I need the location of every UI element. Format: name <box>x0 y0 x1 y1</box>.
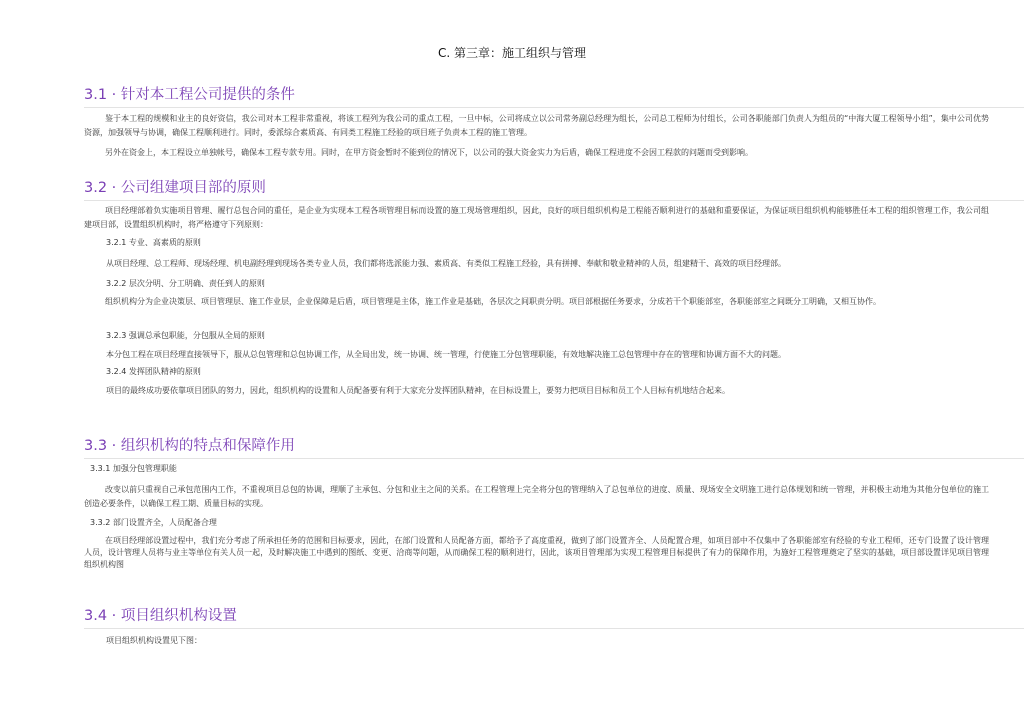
subheading-3-2-2: 3.2.2 层次分明、分工明确、责任到人的原则 <box>106 279 265 288</box>
text-3-2-1: 从项目经理、总工程师、现场经理、机电副经理到现场各类专业人员，我们都将选派能力强、素质高、有类似工程施工经验，具有拼搏、奉献和敬业精神的人员，组建精干、高效的项目经理部。 <box>106 259 786 268</box>
text-3-2-4: 项目的最终成功要依靠项目团队的努力，因此，组织机构的设置和人员配备要有利于大家充分发挥团队精神，在目标设置上，要努力把项目目标和员工个人目标有机地结合起来。 <box>106 386 730 395</box>
paragraph-3-2-intro: 项目经理部着负实施项目管理、履行总包合同的重任，是企业为实现本工程各项管理目标而设置的施工现场管理组织，因此，良好的项目组织机构是工程能否顺利进行的基础和重要保证，为保证项目组织机构能够胜任本工程的组织管理工作，我公司组建项目部，设置组织机构时，将严格遵守下列原则： <box>84 206 989 229</box>
section-heading-3-1: 3.1 · 针对本工程公司提供的条件 <box>84 83 984 108</box>
subheading-3-2-1: 3.2.1 专业、高素质的原则 <box>106 238 201 247</box>
paragraph-3-1-a: 鉴于本工程的规模和业主的良好资信，我公司对本工程非常重视，将该工程列为我公司的重点工程，一旦中标，公司将成立以公司常务副总经理为组长，公司总工程师为付组长，公司各职能部门负责人为组员的“中海大厦工程领导小组”，集中公司优势资源，加强领导与协调，确保工程顺利进行。同时，委派综合素质高、有同类工程施工经验的项目班子负责本工程的施工管理。 <box>84 114 989 137</box>
text-3-3-2: 在项目经理部设置过程中，我们充分考虑了所承担任务的范围和目标要求，因此，在部门设置和人员配备方面，都给予了高度重视，做到了部门设置齐全、人员配置合理，如项目部中不仅集中了各职能部室有经验的专业工程师，还专门设置了设计管理人员，设计管理人员将与业主等单位有关人员一起，及时解决施工中遇到的图纸、变更、洽商等问题，从而确保工程的顺利进行，因此，该项目管理部为实现工程管理目标提供了有力的保障作用，为施好工程管理奠定了坚实的基础，项目部设置详见项目管理组织机构图 <box>84 536 989 569</box>
page-title: C. 第三章：施工组织与管理 <box>437 46 586 60</box>
section-heading-3-3: 3.3 · 组织机构的特点和保障作用 <box>84 434 984 459</box>
text-3-3-1: 改变以前只重视自己承包范围内工作，不重视项目总包的协调，理顺了主承包、分包和业主之间的关系。在工程管理上完全将分包的管理纳入了总包单位的进度、质量、现场安全文明施工进行总体规划和统一管理，并积极主动地为其他分包单位的施工创造必要条件，以确保工程工期、质量目标的实现。 <box>84 485 989 508</box>
subheading-3-3-1: 3.3.1 加强分包管理职能 <box>90 464 177 473</box>
text-3-2-2: 组织机构分为企业决策层、项目管理层、施工作业层，企业保障是后盾，项目管理是主体，施工作业是基础，各层次之间职责分明。项目部根据任务要求，分成若干个职能部室，各职能部室之间既分工明确，又相互协作。 <box>105 297 881 306</box>
section-heading-3-4: 3.4 · 项目组织机构设置 <box>84 604 984 629</box>
subheading-3-3-2: 3.3.2 部门设置齐全，人员配备合理 <box>90 518 217 527</box>
section-heading-3-2: 3.2 · 公司组建项目部的原则 <box>84 176 984 201</box>
text-3-4: 项目组织机构设置见下图： <box>106 636 202 645</box>
paragraph-3-1-b: 另外在资金上，本工程设立单独帐号，确保本工程专款专用。同时，在甲方资金暂时不能到位的情况下，以公司的强大资金实力为后盾，确保工程进度不会因工程款的问题而受到影响。 <box>105 148 753 157</box>
subheading-3-2-3: 3.2.3 强调总承包职能，分包服从全局的原则 <box>106 331 265 340</box>
subheading-3-2-4: 3.2.4 发挥团队精神的原则 <box>106 367 201 376</box>
text-3-2-3: 本分包工程在项目经理直接领导下，服从总包管理和总包协调工作，从全局出发，统一协调、统一管理，行使施工分包管理职能，有效地解决施工总包管理中存在的管理和协调方面不大的问题。 <box>106 350 786 359</box>
